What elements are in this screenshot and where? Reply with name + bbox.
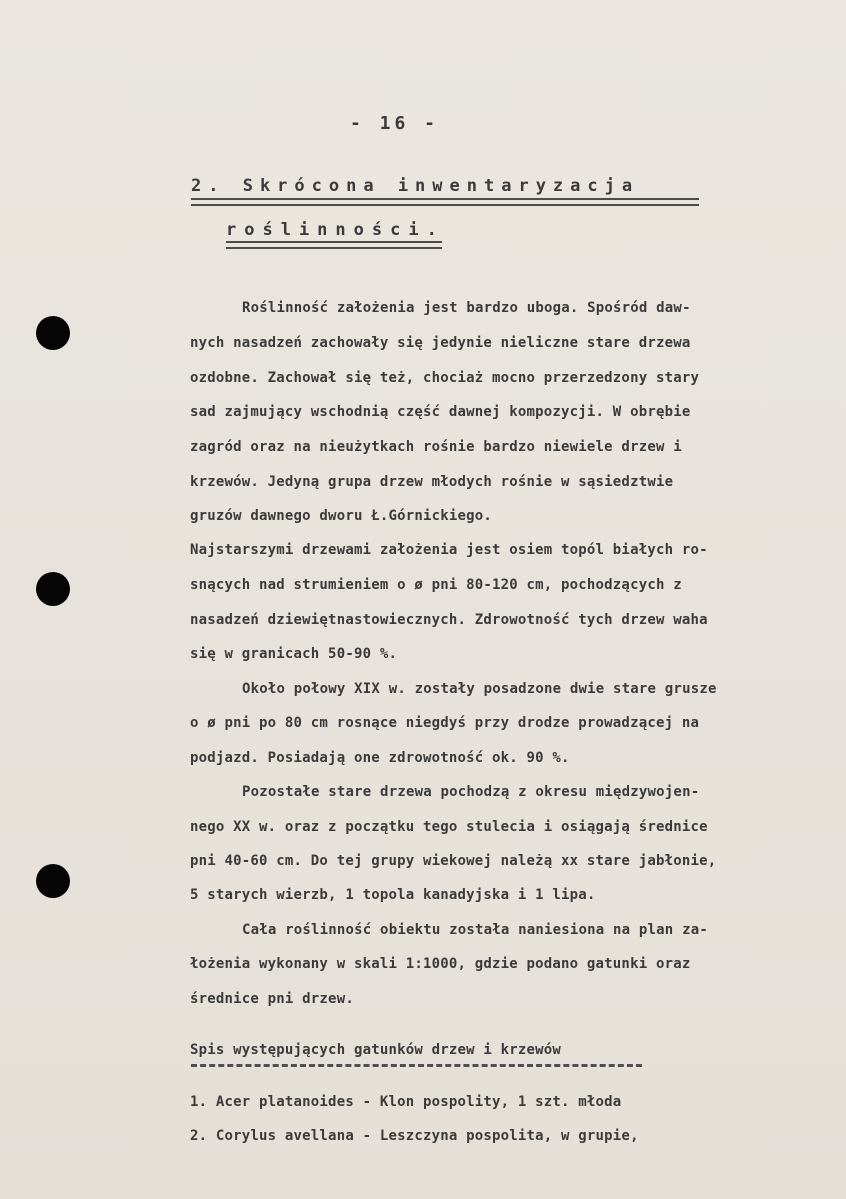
- body-line-1: Roślinność założenia jest bardzo uboga. Spośród daw-: [242, 300, 691, 316]
- section-heading-line-2: roślinności.: [226, 220, 445, 240]
- body-line-9: snących nad strumieniem o ø pni 80-120 cm, pochodzących z: [190, 577, 682, 593]
- body-line-13: o ø pni po 80 cm rosnące niegdyś przy drodze prowadzącej na: [190, 715, 700, 731]
- species-list-underline: [191, 1064, 642, 1067]
- body-line-10: nasadzeń dziewiętnastowiecznych. Zdrowotność tych drzew waha: [190, 612, 708, 628]
- body-line-18: 5 starych wierzb, 1 topola kanadyjska i 1 lipa.: [190, 887, 596, 903]
- body-line-16: nego XX w. oraz z początku tego stulecia i osiągają średnice: [190, 819, 708, 835]
- body-line-6: krzewów. Jedyną grupa drzew młodych rośnie w sąsiedztwie: [190, 474, 674, 490]
- body-line-5: zagród oraz na nieużytkach rośnie bardzo niewiele drzew i: [190, 439, 682, 455]
- page-number: - 16 -: [350, 113, 440, 134]
- binder-hole-top: [36, 316, 70, 350]
- body-line-7: gruzów dawnego dworu Ł.Górnickiego.: [190, 508, 493, 524]
- binder-hole-middle: [36, 572, 70, 606]
- binder-hole-bottom: [36, 864, 70, 898]
- heading-underline-2: [226, 241, 442, 249]
- species-list-title: Spis występujących gatunków drzew i krzewów: [190, 1042, 562, 1058]
- body-line-8: Najstarszymi drzewami założenia jest osiem topól białych ro-: [190, 542, 708, 558]
- body-line-15: Pozostałe stare drzewa pochodzą z okresu międzywojen-: [242, 784, 700, 800]
- body-line-3: ozdobne. Zachował się też, chociaż mocno przerzedzony stary: [190, 370, 700, 386]
- body-line-11: się w granicach 50-90 %.: [190, 646, 398, 662]
- body-line-12: Około połowy XIX w. zostały posadzone dwie stare grusze: [242, 681, 717, 697]
- species-item-1: 1. Acer platanoides - Klon pospolity, 1 szt. młoda: [190, 1094, 622, 1110]
- section-heading-line-1: 2. Skrócona inwentaryzacja: [191, 176, 640, 196]
- body-line-2: nych nasadzeń zachowały się jedynie nieliczne stare drzewa: [190, 335, 691, 351]
- body-line-14: podjazd. Posiadają one zdrowotność ok. 90 %.: [190, 750, 570, 766]
- body-line-21: średnice pni drzew.: [190, 991, 354, 1007]
- heading-underline-1: [191, 198, 699, 206]
- body-line-4: sad zajmujący wschodnią część dawnej kompozycji. W obrębie: [190, 404, 691, 420]
- body-line-20: łożenia wykonany w skali 1:1000, gdzie podano gatunki oraz: [190, 956, 691, 972]
- body-line-19: Cała roślinność obiektu została naniesiona na plan za-: [242, 922, 708, 938]
- species-item-2: 2. Corylus avellana - Leszczyna pospolita, w grupie,: [190, 1128, 639, 1144]
- body-line-17: pni 40-60 cm. Do tej grupy wiekowej należą xx stare jabłonie,: [190, 853, 717, 869]
